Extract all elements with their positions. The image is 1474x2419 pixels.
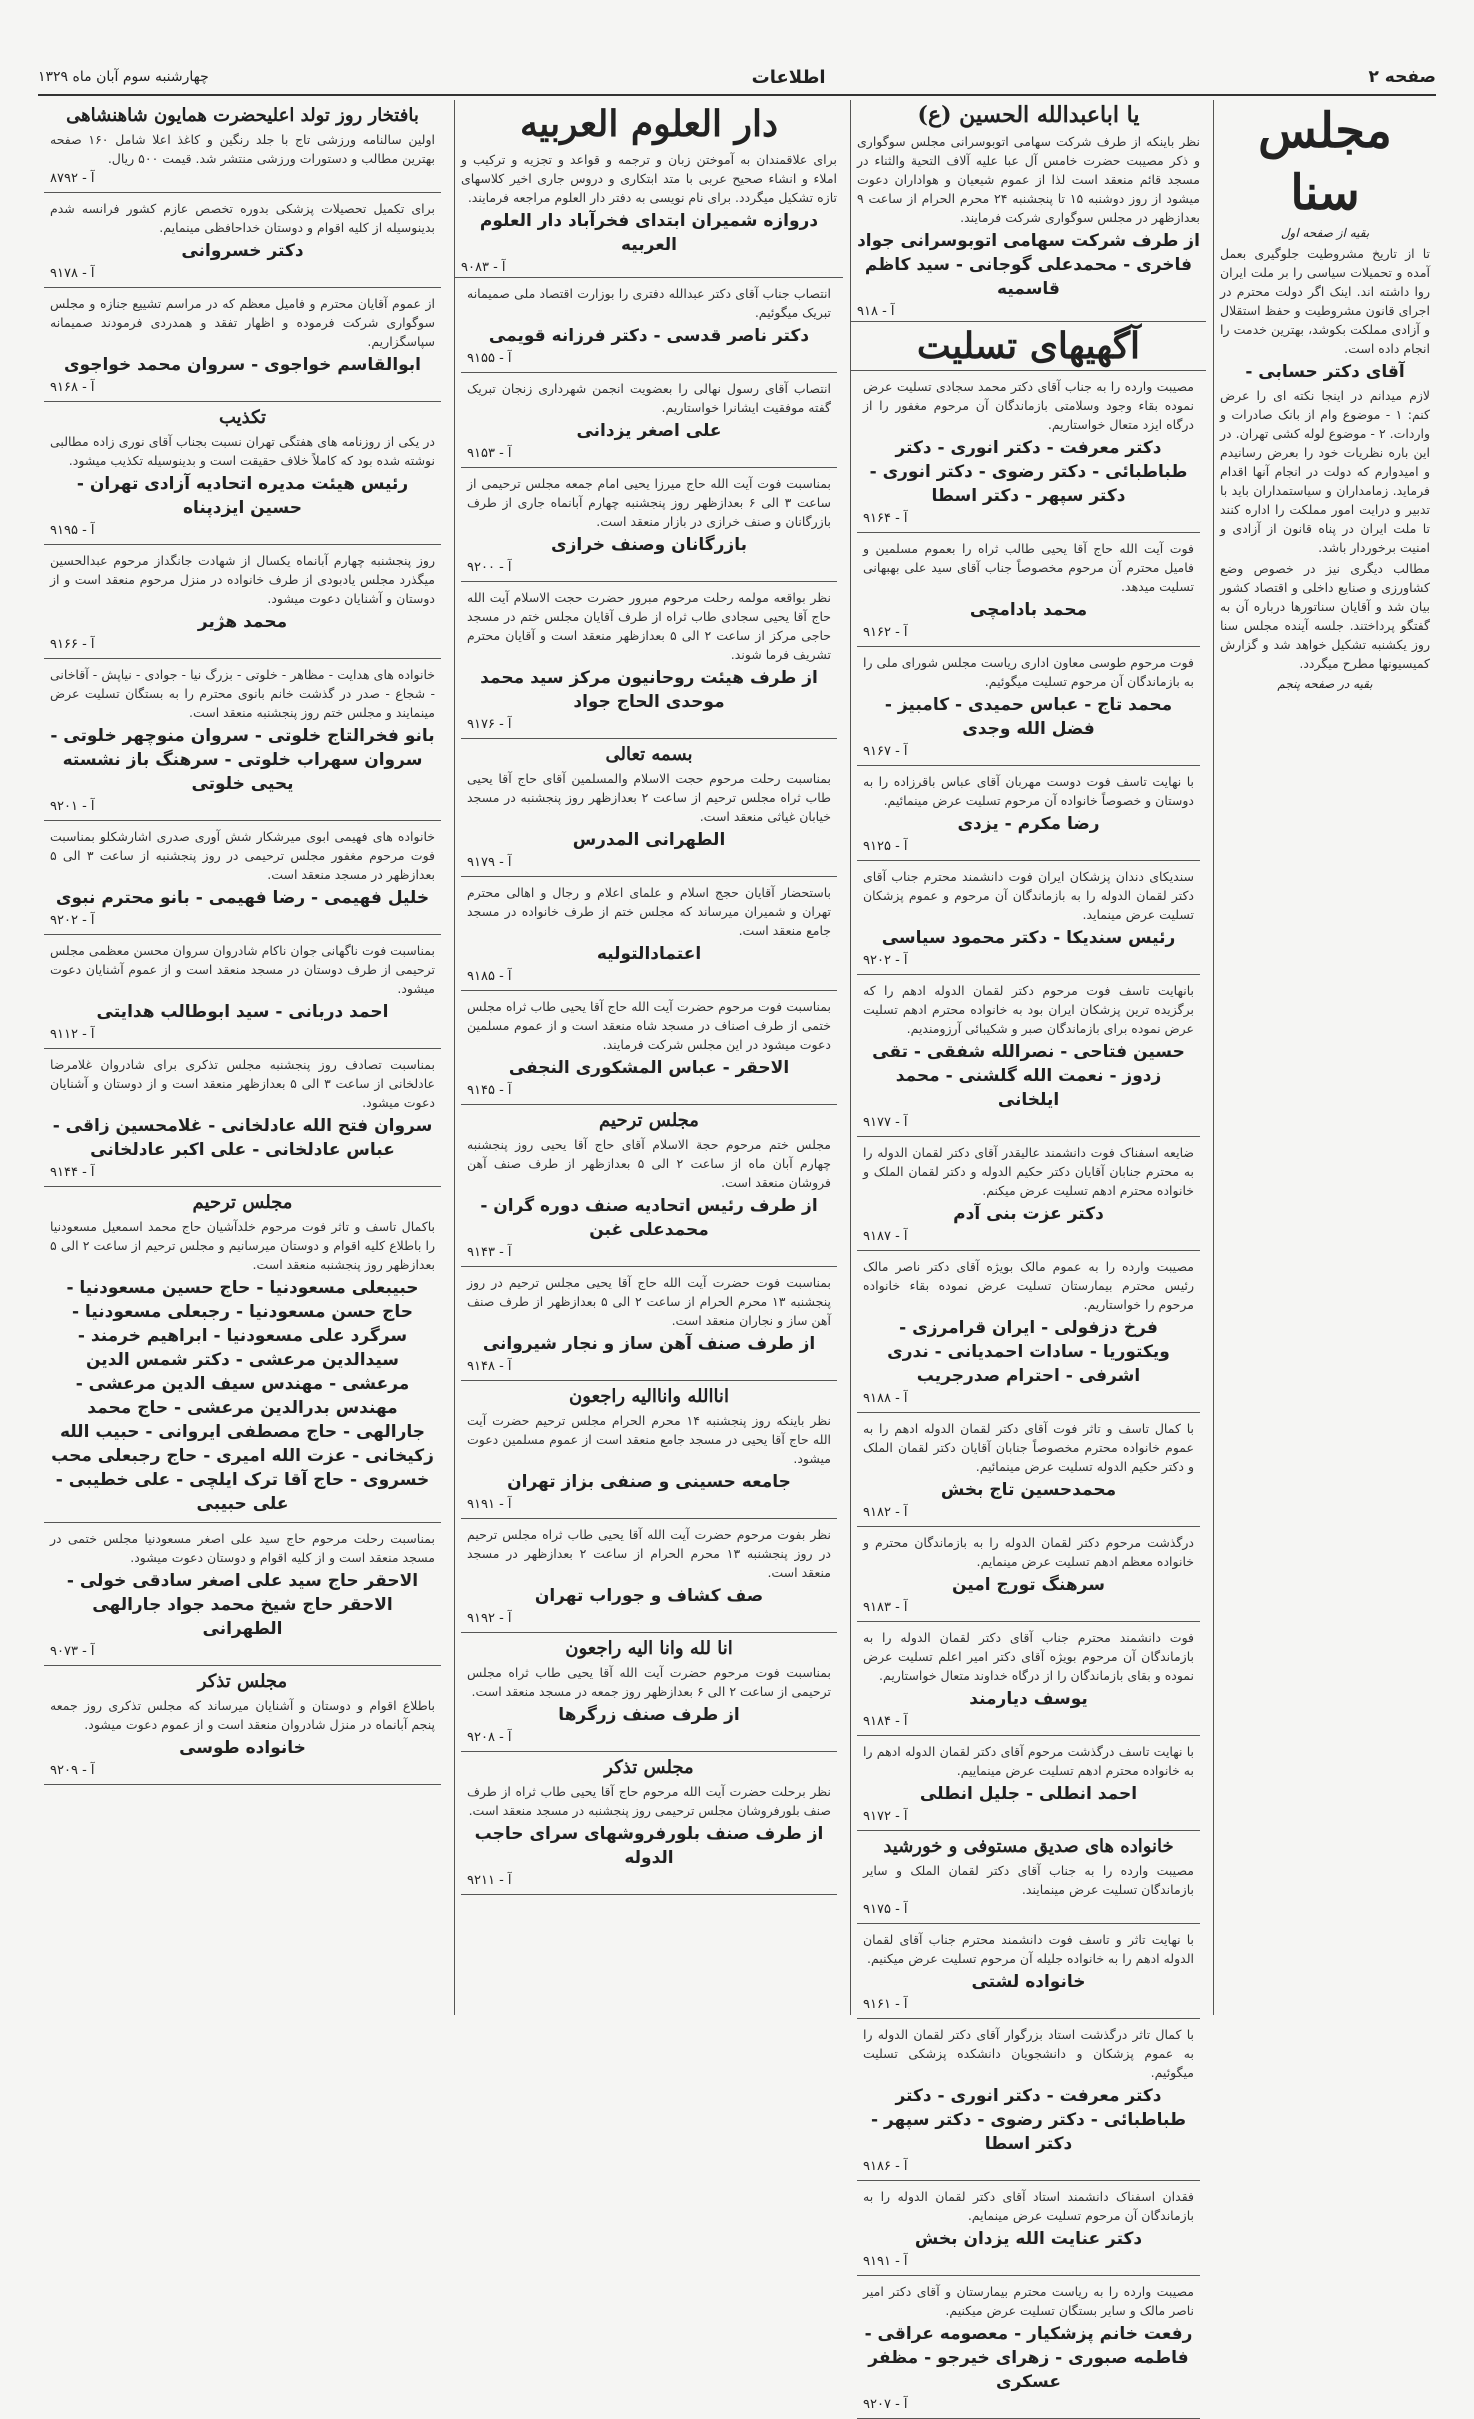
notice-text: نظر بواقعه مولمه رحلت مرحوم مبرور حضرت حجت الاسلام آیت الله حاج آقا یحیی سجادی طاب ثراه از طرف آقایان مجلس ختم در مسجد حاجی مرکز از ساعت ۲ الی ۵ بعدازظهر منعقد است و آقایان محترم تشریف فرما شوند. bbox=[467, 590, 831, 662]
notice-signature: خانواده لشتی bbox=[971, 1972, 1086, 1992]
notice-number: آ - ۹۲۰۱ bbox=[50, 799, 95, 814]
notice-text: فوت آیت الله حاج آقا یحیی طالب ثراه را بعموم مسلمین و فامیل محترم آن مرحوم مخصوصاً جناب آقای سید علی بهبهانی تسلیت میدهد. bbox=[863, 541, 1194, 594]
notice-signature: رئیس هیئت مدیره اتحادیه آزادی تهران - حسین ایزدپناه bbox=[76, 474, 409, 518]
notice-title: مجلس ترحیم bbox=[192, 1192, 293, 1213]
notice-number: آ - ۹۱۴۴ bbox=[50, 1165, 95, 1180]
notice-signature: علی اصغر یزدانی bbox=[576, 421, 722, 441]
notice-signature: محمد تاج - عباس حمیدی - کامبیز - فضل الله وجدی bbox=[884, 695, 1173, 739]
notice-text: فوت دانشمند محترم جناب آقای دکتر لقمان الدوله را به بازماندگان آن مرحوم بویژه آقای دکتر امیر اعلم تسلیت عرض نموده و بقای بازماندگان را از درگاه خداوند متعال خواستاریم. bbox=[863, 1630, 1194, 1683]
notice-ad bbox=[461, 1267, 837, 1381]
notice-text: بمناسبت فوت مرحوم حضرت آیت الله حاج آقا یحیی طاب ثراه مجلس ختمی از طرف اصناف در مسجد شاه منعقد است و از عموم مسلمین دعوت میشود در این مجلس شرکت فرمایند. bbox=[467, 999, 831, 1052]
darolum-ad bbox=[455, 100, 843, 278]
notice-signature: احمد انطلی - جلیل انطلی bbox=[919, 1784, 1138, 1804]
notice-signature: از طرف هیئت روحانیون مرکز سید محمد موحدی الحاج جواد bbox=[480, 668, 818, 712]
notice-ad bbox=[857, 1413, 1200, 1527]
notice-text: انتصاب آقای رسول نهالی را بعضویت انجمن شهرداری زنجان تبریک گفته موفقیت ایشانرا خواستاریم. bbox=[467, 381, 831, 415]
notice-ad bbox=[44, 659, 441, 821]
notice-text: با نهایت تاسف فوت دوست مهربان آقای عباس باقرزاده را به دوستان و خصوصاً خانواده آن مرحوم تسلیت عرض مینمائیم. bbox=[863, 774, 1194, 808]
notice-signature: بازرگانان وصنف خرازی bbox=[551, 535, 747, 555]
notice-number: آ - ۹۱۹۲ bbox=[467, 1611, 512, 1626]
dar-ol-olum-column bbox=[454, 100, 843, 2015]
notice-text: از عموم آقایان محترم و فامیل معظم که در مراسم تشییع جنازه و مجلس سوگواری شرکت فرموده و اظهار تفقد و همدردی فرمودند صمیمانه سپاسگزاریم. bbox=[50, 296, 435, 349]
notice-text: در یکی از روزنامه های هفتگی تهران نسبت بجناب آقای نوری زاده مطالبی نوشته شده بود که کاملاً خلاف حقیقت است و بدینوسیله تکذیب میشود. bbox=[50, 434, 435, 468]
notice-ad bbox=[857, 371, 1200, 533]
darolum-text: برای علاقمندان به آموختن زبان و ترجمه و قواعد و تجزیه و ترکیب و املاء و انشاء صحیح عربی با متد ابتکاری و دروس جاری اخیر کلاسهای تازه تشکیل میگردد. برای نام نویسی به دفتر دار العلوم مراجعه فرمایند. bbox=[461, 152, 837, 205]
notice-signature: از طرف صنف بلورفروشهای سرای حاجب الدوله bbox=[474, 1824, 824, 1868]
notice-number: آ - ۹۲۰۲ bbox=[863, 953, 908, 968]
notice-signature: دکتر معرفت - دکتر انوری - دکتر طباطبائی - دکتر رضوی - دکتر سپهر - دکتر اسطا bbox=[870, 2086, 1186, 2154]
c3-ad-list bbox=[455, 278, 843, 1895]
notice-number: آ - ۹۱۶۲ bbox=[863, 625, 908, 640]
notice-signature: دکتر عنایت الله یزدان بخش bbox=[914, 2229, 1143, 2249]
notice-number: آ - ۹۱۸۶ bbox=[863, 2159, 908, 2174]
notice-ad bbox=[857, 766, 1200, 861]
notice-signature: ابوالقاسم خواجوی - سروان محمد خواجوی bbox=[63, 355, 422, 375]
notice-text: نظر برحلت حضرت آیت الله مرحوم حاج آقا یحیی طاب ثراه از طرف صنف بلورفروشان مجلس ترحیمی روز پنجشنبه در مسجد منعقد است. bbox=[467, 1784, 831, 1818]
notice-text: با کمال تاثر درگذشت استاد بزرگوار آقای دکتر لقمان الدوله را به عموم پزشکان و دانشجویان دانشکده پزشکی تسلیت میگوئیم. bbox=[863, 2027, 1194, 2080]
notice-signature: محمد هژیر bbox=[197, 612, 288, 632]
notice-number: آ - ۹۱۹۱ bbox=[467, 1497, 512, 1512]
notice-ad bbox=[857, 647, 1200, 766]
notice-ad bbox=[461, 991, 837, 1105]
notice-number: آ - ۹۱۸۴ bbox=[863, 1714, 908, 1729]
notice-number: آ - ۹۱۶۴ bbox=[863, 511, 908, 526]
newspaper-name: اطلاعات bbox=[751, 66, 826, 88]
notice-signature: اعتمادالتولیه bbox=[596, 944, 702, 964]
notice-number: آ - ۹۱۵۵ bbox=[467, 351, 512, 366]
notice-text: اولین سالنامه ورزشی تاج با جلد رنگین و کاغذ اعلا شامل ۱۶۰ صفحه بهترین مطالب و دستورات ورزشی منتشر شد. قیمت ۵۰۰ ریال. bbox=[50, 132, 435, 166]
notice-number: آ - ۹۱۸۳ bbox=[863, 1600, 908, 1615]
notice-ad bbox=[857, 1924, 1200, 2019]
notice-text: باستحضار آقایان حجج اسلام و علمای اعلام و رجال و اهالی محترم تهران و شمیران میرساند که مجلس ختم از طرف خانواده در مسجد جامع منعقد است. bbox=[467, 885, 831, 938]
notice-ad bbox=[461, 1752, 837, 1895]
notice-ad bbox=[461, 739, 837, 877]
notice-text: برای تکمیل تحصیلات پزشکی بدوره تخصص عازم کشور فرانسه شدم بدینوسیله از کلیه اقوام و دوستان خداحافظی مینمایم. bbox=[50, 201, 435, 235]
notice-number: آ - ۹۱۸۷ bbox=[863, 1229, 908, 1244]
notice-number: آ - ۹۰۷۳ bbox=[50, 1644, 95, 1659]
senate-column bbox=[1213, 100, 1436, 2015]
notice-text: فوت مرحوم طوسی معاون اداری ریاست مجلس شورای ملی را به بازماندگان آن مرحوم تسلیت میگوئیم. bbox=[863, 655, 1194, 689]
notice-number: آ - ۹۱۸۲ bbox=[863, 1505, 908, 1520]
notice-ad bbox=[461, 278, 837, 373]
notice-text: بمناسبت فوت ناگهانی جوان ناکام شادروان سروان محسن معظمی مجلس ترحیمی از طرف دوستان در مسجد منعقد است و از عموم آشنایان دعوت میشود. bbox=[50, 943, 435, 996]
notice-text: بمناسبت رحلت مرحوم حجت الاسلام والمسلمین آقای حاج آقا یحیی طاب ثراه مجلس ترحیم از ساعت ۲ بعدازظهر روز پنجشنبه در مسجد خیابان غیاثی منعقد است. bbox=[467, 771, 831, 824]
notice-ad bbox=[857, 2019, 1200, 2181]
notice-text: باکمال تاسف و تاثر فوت مرحوم خلدآشیان حاج محمد اسمعیل مسعودنیا را باطلاع کلیه اقوام و دوستان میرسانیم و مجلس ترحیم از ساعت ۲ الی ۵ بعدازظهر روز پنجشنبه منعقد است. bbox=[50, 1219, 435, 1272]
notice-text: بانهایت تاسف فوت مرحوم دکتر لقمان الدوله ادهم را که برگزیده ترین پزشکان ایران بود به خانواده محترم ادهم تسلیت عرض نموده برای بازماندگان صبر و شکیبائی آرزومندیم. bbox=[863, 983, 1194, 1036]
notice-ad bbox=[857, 1831, 1200, 1924]
notice-number: آ - ۹۱۴۳ bbox=[467, 1245, 512, 1260]
notice-ad bbox=[44, 402, 441, 545]
notice-signature: رفعت خانم پزشکیار - معصومه عراقی - فاطمه صبوری - زهرای خیرجو - مظفر عسکری bbox=[864, 2324, 1193, 2392]
notice-number: آ - ۹۱۵۳ bbox=[467, 446, 512, 461]
notice-signature: از طرف رئیس اتحادیه صنف دوره گران - محمدعلی غبن bbox=[480, 1196, 818, 1240]
darolum-number: آ - ۹۰۸۳ bbox=[461, 260, 506, 275]
notice-number: آ - ۹۱۶۶ bbox=[50, 637, 95, 652]
notice-signature: دکتر ناصر قدسی - دکتر فرزانه قویمی bbox=[488, 326, 810, 346]
notice-signature: دکتر معرفت - دکتر انوری - دکتر طباطبائی - دکتر رضوی - دکتر انوری - دکتر سپهر - دکتر اسطا bbox=[869, 438, 1188, 506]
notice-signature: سروان فتح الله عادلخانی - غلامحسین زاقی - عباس عادلخانی - علی اکبر عادلخانی bbox=[52, 1116, 433, 1160]
notice-text: با کمال تاسف و تاثر فوت آقای دکتر لقمان الدوله ادهم را به عموم خانواده محترم مخصوصاً جنابان آقایان دکتر لقمان الملک و دکتر حکیم الدوله تسلیت عرض مینمائیم. bbox=[863, 1421, 1194, 1474]
notice-signature: دکتر خسروانی bbox=[181, 241, 304, 261]
notice-ad bbox=[857, 861, 1200, 975]
notice-number: آ - ۹۱۷۸ bbox=[50, 266, 95, 281]
notice-number: آ - ۹۲۰۸ bbox=[467, 1730, 512, 1745]
notice-text: مصیبت وارده را به ریاست محترم بیمارستان و آقای دکتر امیر ناصر مالک و سایر بستگان تسلیت عرض میکنیم. bbox=[863, 2284, 1194, 2318]
notice-signature: بانو فخرالتاج خلوتی - سروان منوچهر خلوتی - سروان سهراب خلوتی - سرهنگ باز نشسته یحیی خلوتی bbox=[50, 726, 435, 794]
notice-ad bbox=[857, 1251, 1200, 1413]
notice-text: نظر بفوت مرحوم حضرت آیت الله آقا یحیی طاب ثراه مجلس ترحیم در روز پنجشنبه ۱۳ محرم الحرام از ساعت ۲ بعدازظهر در مسجد منعقد است. bbox=[467, 1527, 831, 1580]
husayn-ad bbox=[851, 100, 1206, 322]
notice-title: بافتخار روز تولد اعلیحضرت همایون شاهنشاهی bbox=[66, 105, 419, 126]
notice-text: مصیبت وارده را به جناب آقای دکتر لقمان الملک و سایر بازماندگان تسلیت عرض مینمایند. bbox=[863, 1863, 1194, 1897]
notice-ad bbox=[461, 582, 837, 739]
notice-signature: محمدحسین تاج بخش bbox=[940, 1480, 1117, 1500]
notice-ad bbox=[857, 2181, 1200, 2276]
condolence-column bbox=[850, 100, 1206, 2412]
notice-number: آ - ۹۲۰۹ bbox=[50, 1763, 95, 1778]
notice-title: تکذیب bbox=[218, 407, 267, 428]
notice-title: بسمه تعالی bbox=[605, 744, 693, 765]
notice-number: آ - ۹۱۸۸ bbox=[863, 1391, 908, 1406]
c4-ad-list bbox=[38, 100, 447, 1785]
notice-number: آ - ۹۱۱۲ bbox=[50, 1027, 95, 1042]
notice-text: روز پنجشنبه چهارم آبانماه یکسال از شهادت جانگداز مرحوم عبدالحسین میگذرد مجلس یادبودی از طرف خانواده در منزل مرحوم منعقد است و از دوستان و آشنایان دعوت میشود. bbox=[50, 553, 435, 606]
page-number: صفحه ۲ bbox=[1368, 67, 1436, 87]
notice-text: مصیبت وارده را به عموم مالک بویژه آقای دکتر ناصر مالک رئیس محترم بیمارستان تسلیت عرض نموده بقاء خانواده مرحوم را خواستاریم. bbox=[863, 1259, 1194, 1312]
notice-ad bbox=[44, 100, 441, 193]
condolence-list bbox=[851, 371, 1206, 2419]
notice-ad bbox=[857, 1736, 1200, 1831]
notice-signature: یوسف دیارمند bbox=[969, 1689, 1088, 1709]
notice-signature: جامعه حسینی و صنفی بزاز تهران bbox=[507, 1472, 791, 1492]
senate-body-3: مطالب دیگری نیز در خصوص وضع کشاورزی و صنایع داخلی و اقتصاد کشور بیان شد و آقایان سناتورها درباره آن به گفتگو پرداختند. جلسه آینده مجلس سنا روز یکشنبه تشکیل خواهد شد و گزارش کمیسیونها مطرح میگردد. bbox=[1220, 561, 1430, 671]
notice-number: آ - ۹۲۰۰ bbox=[467, 560, 512, 575]
notice-signature: خانواده طوسی bbox=[179, 1738, 306, 1758]
notice-ad bbox=[857, 1137, 1200, 1251]
notice-title: انا لله وانا الیه راجعون bbox=[565, 1638, 733, 1659]
senate-continued-to: بقیه در صفحه پنجم bbox=[1277, 677, 1373, 691]
notice-title: مجلس تذکر bbox=[604, 1757, 694, 1778]
notice-signature: حبیبعلی مسعودنیا - حاج حسین مسعودنیا - حاج حسن مسعودنیا - رجبعلی مسعودنیا - سرگرد علی مسعودنیا - ابراهیم خرمند - سیدالدین مرعشی - دکتر شمس الدین مرعشی - مهندس سیف الدین مرعشی - مهندس بدرالدین مرعشی - حاج محمد جارالهی - حاج مصطفی ایروانی - حبیب الله زکیخانی - عزت الله امیری - حاج رجبعلی محب خسروی - حاج آقا ترک ایلچی - علی خطیبی - علی حبیبی bbox=[51, 1278, 434, 1514]
notice-signature: الطهرانی المدرس bbox=[572, 830, 726, 850]
notice-ad bbox=[44, 1187, 441, 1523]
notice-ad bbox=[44, 821, 441, 935]
notice-ad bbox=[857, 1527, 1200, 1622]
senate-speaker: آقای دکتر حسابی - bbox=[1245, 362, 1405, 382]
notice-text: بمناسبت تصادف روز پنجشنبه مجلس تذکری برای شادروان غلامرضا عادلخانی از ساعت ۳ الی ۵ بعدازظهر منعقد است و از دوستان و آشنایان دعوت میشود. bbox=[50, 1057, 435, 1110]
notice-number: آ - ۹۱۸۵ bbox=[467, 969, 512, 984]
notice-number: آ - ۹۱۷۲ bbox=[863, 1809, 908, 1824]
notice-number: آ - ۹۱۷۹ bbox=[467, 855, 512, 870]
notice-number: آ - ۹۲۱۱ bbox=[467, 1873, 512, 1888]
notice-text: درگذشت مرحوم دکتر لقمان الدوله را به بازماندگان محترم و خانواده معظم ادهم تسلیت عرض مینمایم. bbox=[863, 1535, 1194, 1569]
notice-signature: صف کشاف و جوراب تهران bbox=[534, 1586, 764, 1606]
notice-signature: خلیل فهیمی - رضا فهیمی - بانو محترم نبوی bbox=[55, 888, 430, 908]
condolence-title: آگهیهای تسلیت bbox=[851, 322, 1206, 371]
notice-text: بمناسبت فوت مرحوم حضرت آیت الله آقا یحیی طاب ثراه مجلس ترحیمی از ساعت ۲ الی ۶ بعدازظهر روز جمعه در مسجد منعقد است. bbox=[467, 1665, 831, 1699]
notice-text: با نهایت تاثر و تاسف فوت دانشمند محترم جناب آقای لقمان الدوله ادهم را به خانواده جلیله آن مرحوم تسلیت عرض میکنیم. bbox=[863, 1932, 1194, 1966]
notice-signature: حسین فتاحی - نصرالله شفقی - تقی زدوز - نعمت الله گلشنی - محمد ایلخانی bbox=[872, 1042, 1185, 1110]
notice-title: اناالله واناالیه راجعون bbox=[569, 1386, 729, 1407]
notice-signature: رضا مکرم - یزدی bbox=[957, 814, 1100, 834]
notice-number: آ - ۹۱۲۵ bbox=[863, 839, 908, 854]
notice-text: بمناسبت فوت حضرت آیت الله حاج آقا یحیی مجلس ترحیم در روز پنجشنبه ۱۳ محرم الحرام از ساعت ۲ الی ۵ بعدازظهر از طرف صنف آهن ساز و نجاران منعقد است. bbox=[467, 1275, 831, 1328]
notice-signature: احمد دربانی - سید ابوطالب هدایتی bbox=[96, 1002, 389, 1022]
husayn-text: نظر باینکه از طرف شرکت سهامی اتوبوسرانی مجلس سوگواری و ذکر مصیبت حضرت خامس آل عبا علیه آلاف التحیة والثناء در مسجد قائم منعقد است لذا از عموم شیعیان و هواداران دعوت میشود از روز دوشنبه ۱۵ تا پنجشنبه ۲۴ محرم الحرام از ساعت ۹ بعدازظهر در مجلس سوگواری شرکت فرمایند. bbox=[857, 134, 1200, 225]
notice-ad bbox=[44, 545, 441, 659]
husayn-signature: از طرف شرکت سهامی اتوبوسرانی جواد فاخری - محمدعلی گوجانی - سید کاظم قاسمیه bbox=[857, 231, 1200, 299]
notice-number: آ - ۹۱۶۸ bbox=[50, 380, 95, 395]
notice-ad bbox=[44, 1049, 441, 1187]
notice-signature: از طرف صنف آهن ساز و نجار شیروانی bbox=[482, 1334, 816, 1354]
notice-ad bbox=[44, 1523, 441, 1666]
issue-date: چهارشنبه سوم آبان ماه ۱۳۲۹ bbox=[38, 69, 209, 85]
notice-ad bbox=[857, 533, 1200, 647]
notice-ad bbox=[461, 877, 837, 991]
notice-signature: سرهنگ تورج امین bbox=[952, 1575, 1105, 1595]
notice-number: آ - ۹۱۶۱ bbox=[863, 1997, 908, 2012]
notice-title: خانواده های صدیق مستوفی و خورشید bbox=[883, 1836, 1174, 1857]
notice-text: مصیبت وارده را به جناب آقای دکتر محمد سجادی تسلیت عرض نموده بقاء وجود وسلامتی بازماندگان آن مرحوم مغفور را از درگاه ایزد متعال خواستاریم. bbox=[863, 379, 1194, 432]
senate-title: مجلس سنا bbox=[1258, 103, 1392, 221]
notice-ad bbox=[44, 935, 441, 1049]
senate-continued-from: بقیه از صفحه اول bbox=[1280, 226, 1370, 240]
notice-signature: دکتر عزت بنی آدم bbox=[953, 1204, 1104, 1224]
notice-number: آ - ۹۱۹۱ bbox=[863, 2254, 908, 2269]
notice-number: آ - ۹۱۷۵ bbox=[863, 1902, 908, 1917]
senate-body-1: تا از تاریخ مشروطیت جلوگیری بعمل آمده و تحمیلات سیاسی را بر ملت ایران روا داشته اند. اینک اگر دولت محترم در اجرای قانون مشروطیت و حفظ استقلال و آزادی مملکت بکوشد، بهترین خدمت را انجام داده است. bbox=[1220, 246, 1430, 356]
notice-ad bbox=[44, 288, 441, 402]
notice-ad bbox=[461, 1519, 837, 1633]
husayn-title: یا اباعبدالله الحسین (ع) bbox=[917, 102, 1140, 128]
notice-text: خانواده های هدایت - مظاهر - خلوتی - بزرگ نیا - جوادی - نیاپش - آقاخانی - شجاع - صدر در گذشت خانم بانوی محترم را به بستگان تسلیت عرض مینمایند و مجلس ختم روز پنجشنبه منعقد است. bbox=[50, 667, 435, 720]
notice-ad bbox=[44, 193, 441, 288]
notice-title: مجلس ترحیم bbox=[599, 1110, 699, 1131]
notice-number: آ - ۹۱۷۷ bbox=[863, 1115, 908, 1130]
notices-column bbox=[38, 100, 447, 2015]
notice-text: فقدان اسفناک دانشمند استاد آقای دکتر لقمان الدوله را به بازماندگان آن مرحوم تسلیت عرض مینمایم. bbox=[863, 2189, 1194, 2223]
notice-text: نظر باینکه روز پنجشنبه ۱۴ محرم الحرام مجلس ترحیم حضرت آیت الله حاج آقا یحیی در مسجد جامع منعقد است از عموم مسلمین دعوت میشود. bbox=[467, 1413, 831, 1466]
notice-ad bbox=[857, 1622, 1200, 1736]
notice-signature: محمد بادامچی bbox=[969, 600, 1088, 620]
notice-text: مجلس ختم مرحوم حجة الاسلام آقای حاج آقا یحیی روز پنجشنبه چهارم آبان ماه از ساعت ۲ الی ۵ بعدازظهر از طرف صنف آهن فروشان منعقد است. bbox=[467, 1137, 831, 1190]
notice-ad bbox=[461, 1633, 837, 1752]
notice-ad bbox=[44, 1666, 441, 1785]
notice-signature: الاحقر حاج سید علی اصغر سادقی خولی - الاحقر حاج شیخ محمد جواد جارالهی الطهرانی bbox=[66, 1571, 419, 1639]
notice-text: ضایعه اسفناک فوت دانشمند عالیقدر آقای دکتر لقمان الدوله را به محترم جنابان آقایان دکتر حکیم الدوله و دکتر لقمان الملک و خانواده محترم ادهم تسلیت عرض میکنم. bbox=[863, 1145, 1194, 1198]
notice-text: سندیکای دندان پزشکان ایران فوت دانشمند محترم جناب آقای دکتر لقمان الدوله را به بازماندگان آن مرحوم و عموم پزشکان تسلیت عرض مینماید. bbox=[863, 869, 1194, 922]
notice-number: آ - ۹۱۶۷ bbox=[863, 744, 908, 759]
notice-signature: الاحقر - عباس المشکوری النجفی bbox=[508, 1058, 790, 1078]
notice-number: آ - ۹۲۰۲ bbox=[50, 913, 95, 928]
notice-number: آ - ۹۱۴۸ bbox=[467, 1359, 512, 1374]
husayn-number: آ - ۹۱۸ bbox=[857, 304, 895, 319]
notice-number: آ - ۹۱۴۵ bbox=[467, 1083, 512, 1098]
notice-signature: از طرف صنف زرگرها bbox=[558, 1705, 740, 1725]
notice-ad bbox=[857, 975, 1200, 1137]
notice-ad bbox=[461, 1105, 837, 1267]
notice-number: آ - ۹۱۹۵ bbox=[50, 523, 95, 538]
notice-signature: فرخ دزفولی - ایران قرامرزی - ویکتوریا - سادات احمدیانی - ندری اشرفی - احترام صدرجریب bbox=[887, 1318, 1170, 1386]
notice-ad bbox=[461, 373, 837, 468]
notice-number: آ - ۸۷۹۲ bbox=[50, 171, 95, 186]
darolum-address: دروازه شمیران ابتدای فخرآباد دار العلوم العربیه bbox=[479, 211, 819, 255]
notice-title: مجلس تذکر bbox=[197, 1671, 288, 1692]
notice-number: آ - ۹۱۷۶ bbox=[467, 717, 512, 732]
darolum-title: دار العلوم العربیه bbox=[519, 103, 778, 145]
notice-text: باطلاع اقوام و دوستان و آشنایان میرساند که مجلس تذکری روز جمعه پنجم آبانماه در منزل شادروان منعقد است و از عموم دعوت میشود. bbox=[50, 1698, 435, 1732]
notice-ad bbox=[461, 1381, 837, 1519]
notice-text: با نهایت تاسف درگذشت مرحوم آقای دکتر لقمان الدوله ادهم را به خانواده محترم ادهم تسلیت عرض مینماییم. bbox=[863, 1744, 1194, 1778]
notice-text: بمناسبت فوت آیت الله حاج میرزا یحیی امام جمعه مجلس ترحیمی از ساعت ۳ الی ۶ بعدازظهر روز پنجشنبه چهارم آبانماه جاری از طرف بازرگانان و صنف خرازی در بازار منعقد است. bbox=[467, 476, 831, 529]
notice-number: آ - ۹۲۰۷ bbox=[863, 2397, 908, 2412]
notice-ad bbox=[857, 2276, 1200, 2419]
notice-text: بمناسبت رحلت مرحوم حاج سید علی اصغر مسعودنیا مجلس ختمی در مسجد منعقد است و از کلیه اقوام و دوستان دعوت میشود. bbox=[50, 1531, 435, 1565]
notice-ad bbox=[461, 468, 837, 582]
masthead bbox=[38, 60, 1436, 96]
notice-signature: رئیس سندیکا - دکتر محمود سیاسی bbox=[881, 928, 1176, 948]
notice-text: خانواده های فهیمی ابوی میرشکار شش آوری صدری اشارشکلو بمناسبت فوت مرحوم مغفور مجلس ترحیمی در روز پنجشنبه از ساعت ۳ الی ۵ بعدازظهر در مسجد منعقد است. bbox=[50, 829, 435, 882]
notice-text: انتصاب جناب آقای دکتر عبدالله دفتری را بوزارت اقتصاد ملی صمیمانه تبریک میگوئیم. bbox=[467, 286, 831, 320]
senate-body-2: لازم میدانم در اینجا نکته ای را عرض کنم: ۱ - موضوع وام از بانک صادرات و واردات. ۲ - موضوع لوله کشی تهران. در این باره نظریات خود را بعرض رسانیدم و امیدوارم که دولت در انجام آنها اقدام فرماید. زمامداران و سیاستمداران باید با تدبیر و درایت امور مملکت را اداره کنند تا ملت ایران در پناه قانون از آزادی و امنیت برخوردار باشد. bbox=[1220, 388, 1430, 555]
